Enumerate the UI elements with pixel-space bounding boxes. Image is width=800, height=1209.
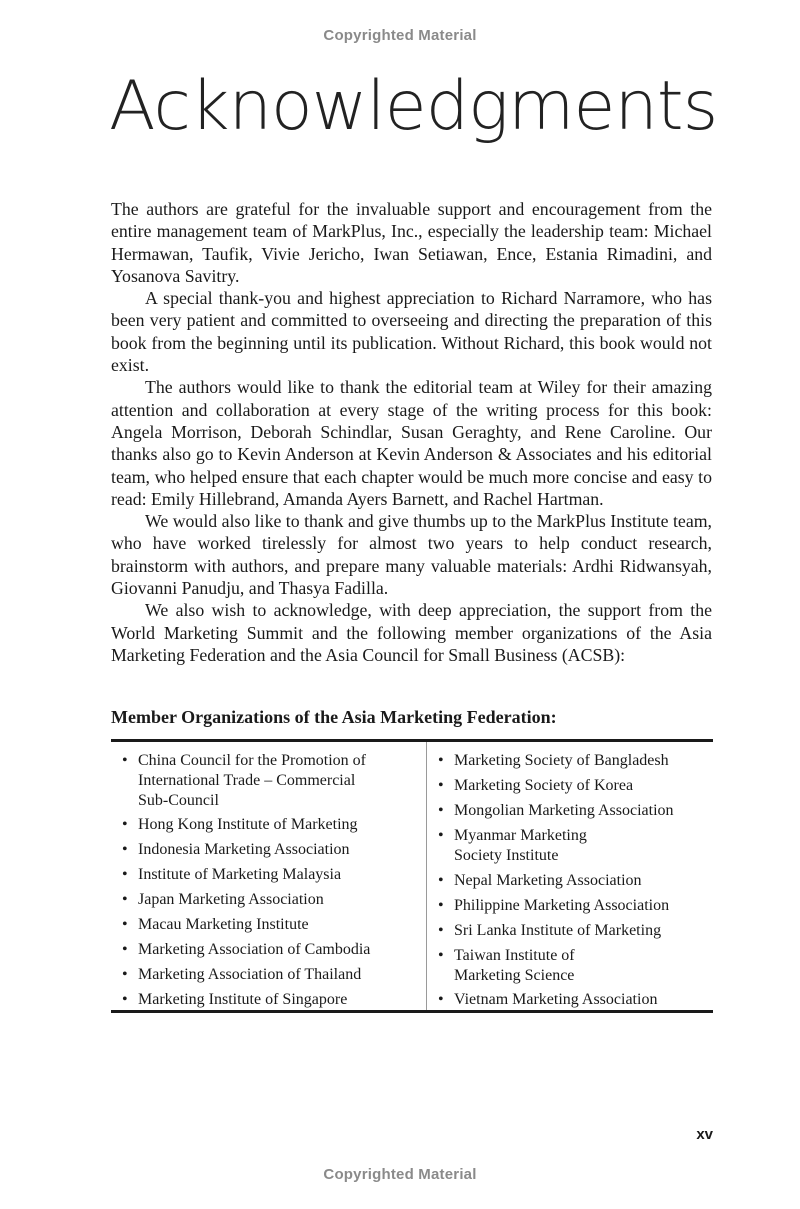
paragraph-3: The authors would like to thank the editorial team at Wiley for their amazing attention and collaboration at every stage of the writing process for this book: Angela Morrison, Deborah Schindlar, Susan Geraghty, and Rene Caroline. Our thanks also go to Kevin Anderson at Kevin Anderson & Associates and his editorial team, who helped ensure that each chapter would be much more concise and easy to read: Emily Hillebrand, Amanda Ayers Barnett, and Rachel Hartman.: [111, 377, 712, 509]
org-list-item: • Nepal Marketing Association: [427, 871, 714, 891]
member-organizations-table: [111, 739, 713, 1013]
org-list-item: • Marketing Society of Korea: [427, 776, 714, 796]
paragraph-2: A special thank-you and highest appreciation to Richard Narramore, who has been very patient and committed to overseeing and directing the preparation of this book from the beginning until its publication. Without Richard, this book would not exist.: [111, 288, 712, 376]
copyright-watermark-bottom: Copyrighted Material: [323, 1166, 477, 1183]
org-list-item: • Marketing Association of Cambodia: [111, 940, 425, 960]
paragraph-1: The authors are grateful for the invaluable support and encouragement from the entire management team of MarkPlus, Inc., especially the leadership team: Michael Hermawan, Taufik, Vivie Jericho, Iwan Setiawan, Ence, Estania Rimadini, and Yosanova Savitry.: [111, 199, 712, 286]
org-list-item: • Hong Kong Institute of Marketing: [111, 815, 425, 835]
org-list-item: • Japan Marketing Association: [111, 890, 425, 910]
org-list-item: • Indonesia Marketing Association: [111, 840, 425, 860]
page-title: Acknowledgments: [109, 67, 718, 146]
org-list-item: • Vietnam Marketing Association: [427, 990, 714, 1010]
org-list-item: • Institute of Marketing Malaysia: [111, 865, 425, 885]
org-list-item: • Sri Lanka Institute of Marketing: [427, 921, 714, 941]
org-list-item: • China Council for the Promotion of International Trade – Commercial Sub-Council: [111, 751, 425, 811]
page-number: xv: [696, 1126, 713, 1143]
org-column-right: [426, 742, 714, 1010]
org-column-left: [111, 742, 425, 1010]
org-list-item: • Marketing Institute of Singapore: [111, 990, 425, 1010]
paragraph-5: We also wish to acknowledge, with deep appreciation, the support from the World Marketing Summit and the following member organizations of the Asia Marketing Federation and the Asia Council for Small Business (ACSB):: [111, 600, 712, 665]
org-list-item: • Myanmar Marketing Society Institute: [427, 826, 714, 866]
paragraph-4: We would also like to thank and give thumbs up to the MarkPlus Institute team, who have worked tirelessly for almost two years to help conduct research, brainstorm with authors, and prepare many valuable materials: Ardhi Ridwansyah, Giovanni Panudju, and Thasya Fadilla.: [111, 511, 712, 599]
org-list-item: • Taiwan Institute of Marketing Science: [427, 946, 714, 986]
org-list-item: • Mongolian Marketing Association: [427, 801, 714, 821]
org-list-item: • Marketing Society of Bangladesh: [427, 751, 714, 771]
copyright-watermark-top: Copyrighted Material: [323, 27, 477, 44]
org-list-heading: Member Organizations of the Asia Marketing Federation:: [111, 707, 557, 727]
org-list-item: • Philippine Marketing Association: [427, 896, 714, 916]
org-list-item: • Macau Marketing Institute: [111, 915, 425, 935]
org-list-item: • Marketing Association of Thailand: [111, 965, 425, 985]
acknowledgment-body: [111, 198, 712, 666]
